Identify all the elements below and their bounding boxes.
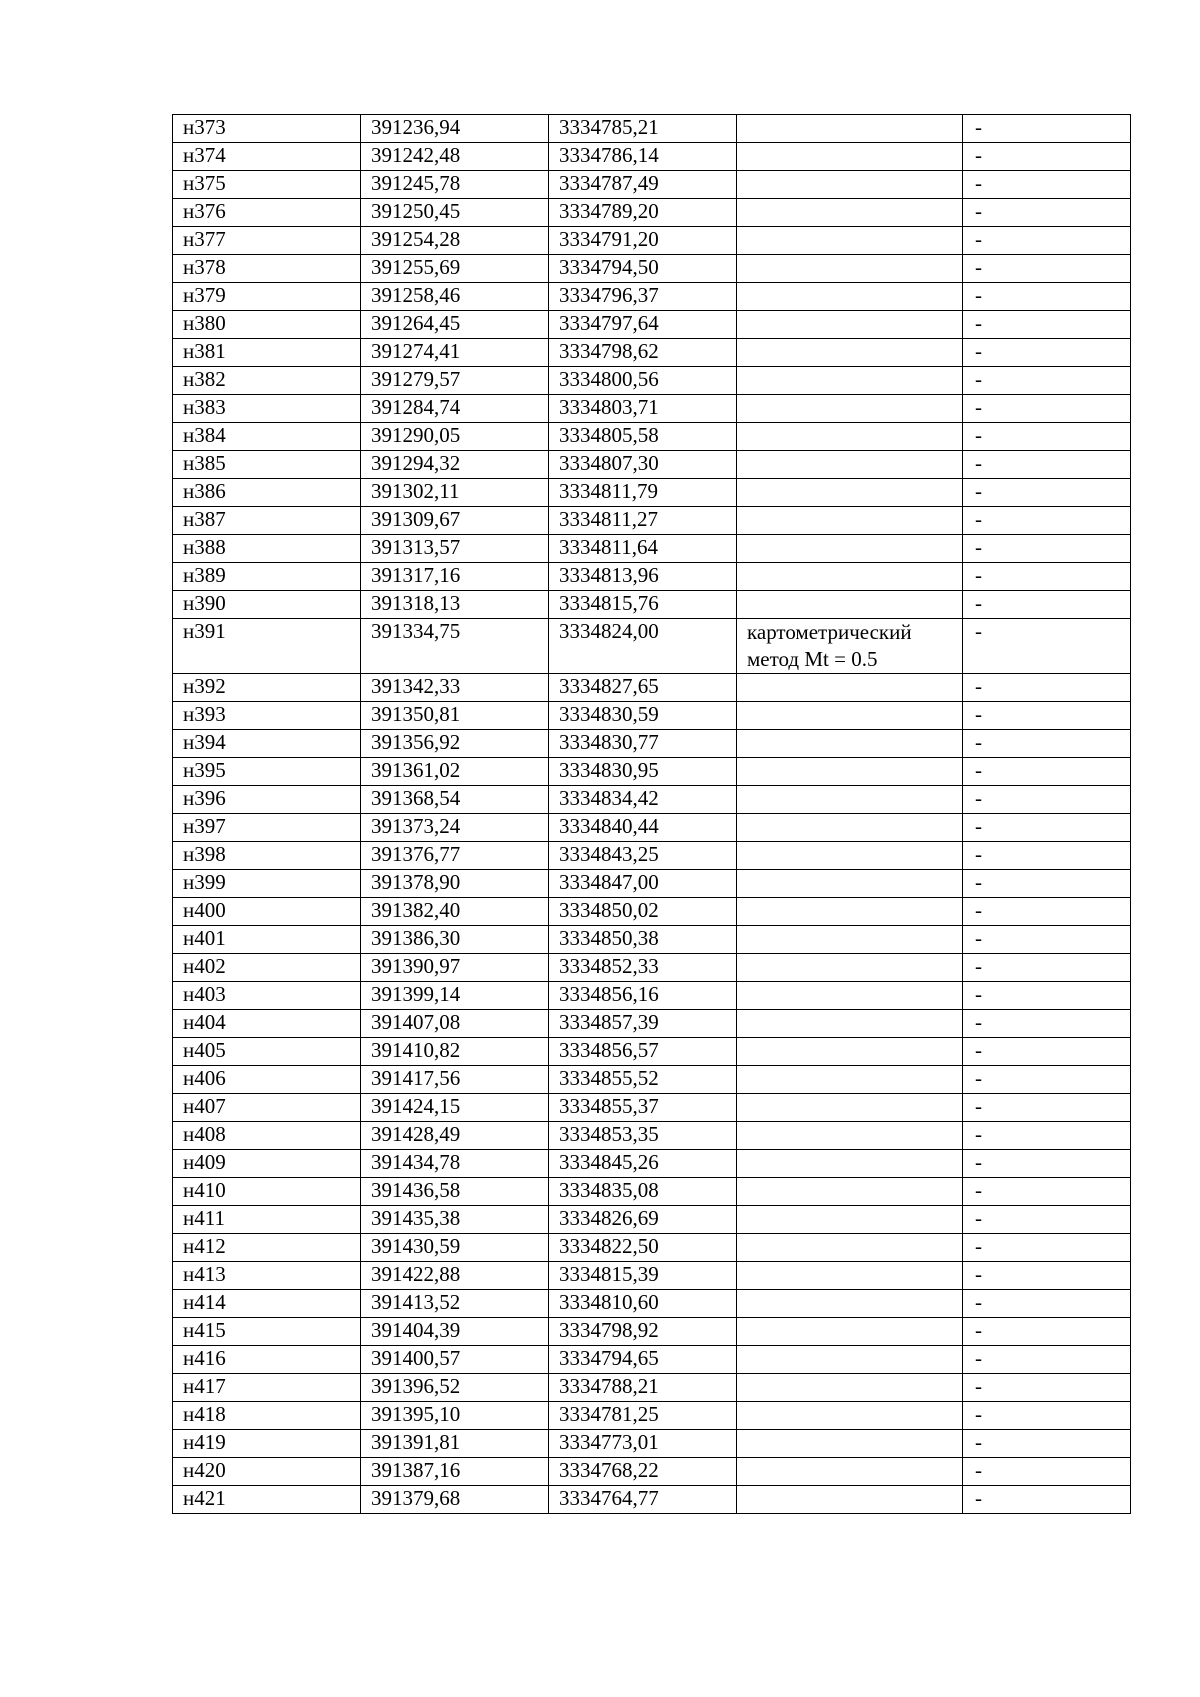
dash-cell: -: [963, 1318, 1131, 1346]
y-coordinate-cell: 3334824,00: [549, 619, 737, 674]
point-id-cell: н381: [173, 339, 361, 367]
point-id-cell: н385: [173, 451, 361, 479]
dash-cell: -: [963, 479, 1131, 507]
y-coordinate-cell: 3334830,95: [549, 758, 737, 786]
dash-cell: -: [963, 702, 1131, 730]
point-id-cell: н401: [173, 926, 361, 954]
dash-cell: -: [963, 255, 1131, 283]
method-note-cell: [737, 563, 963, 591]
table-row: [173, 1150, 1131, 1178]
table-row: [173, 982, 1131, 1010]
method-note-cell: [737, 1262, 963, 1290]
x-coordinate-cell: 391242,48: [361, 143, 549, 171]
method-note-cell: [737, 1402, 963, 1430]
y-coordinate-cell: 3334811,79: [549, 479, 737, 507]
method-note-cell: [737, 898, 963, 926]
table-row: [173, 1010, 1131, 1038]
y-coordinate-cell: 3334845,26: [549, 1150, 737, 1178]
table-row: [173, 870, 1131, 898]
y-coordinate-cell: 3334850,38: [549, 926, 737, 954]
method-note-cell: [737, 1010, 963, 1038]
y-coordinate-cell: 3334786,14: [549, 143, 737, 171]
y-coordinate-cell: 3334856,57: [549, 1038, 737, 1066]
dash-cell: -: [963, 982, 1131, 1010]
x-coordinate-cell: 391382,40: [361, 898, 549, 926]
dash-cell: -: [963, 814, 1131, 842]
method-note-cell: [737, 171, 963, 199]
dash-cell: -: [963, 339, 1131, 367]
table-row: [173, 1234, 1131, 1262]
method-note-cell: [737, 507, 963, 535]
method-note-cell: [737, 814, 963, 842]
point-id-cell: н373: [173, 115, 361, 143]
point-id-cell: н402: [173, 954, 361, 982]
point-id-cell: н384: [173, 423, 361, 451]
table-body: [173, 115, 1131, 1514]
point-id-cell: н387: [173, 507, 361, 535]
x-coordinate-cell: 391430,59: [361, 1234, 549, 1262]
point-id-cell: н374: [173, 143, 361, 171]
table-row: [173, 730, 1131, 758]
dash-cell: -: [963, 1458, 1131, 1486]
point-id-cell: н399: [173, 870, 361, 898]
y-coordinate-cell: 3334781,25: [549, 1402, 737, 1430]
method-note-cell: [737, 395, 963, 423]
table-row: [173, 1066, 1131, 1094]
method-note-cell: картометрический метод Mt = 0.5: [737, 619, 963, 674]
y-coordinate-cell: 3334856,16: [549, 982, 737, 1010]
point-id-cell: н395: [173, 758, 361, 786]
point-id-cell: н421: [173, 1486, 361, 1514]
y-coordinate-cell: 3334787,49: [549, 171, 737, 199]
point-id-cell: н376: [173, 199, 361, 227]
table-row: [173, 898, 1131, 926]
dash-cell: -: [963, 1122, 1131, 1150]
dash-cell: -: [963, 926, 1131, 954]
dash-cell: -: [963, 1234, 1131, 1262]
dash-cell: -: [963, 758, 1131, 786]
x-coordinate-cell: 391436,58: [361, 1178, 549, 1206]
method-note-cell: [737, 283, 963, 311]
method-note-cell: [737, 591, 963, 619]
table-row: [173, 619, 1131, 674]
x-coordinate-cell: 391254,28: [361, 227, 549, 255]
point-id-cell: н396: [173, 786, 361, 814]
x-coordinate-cell: 391290,05: [361, 423, 549, 451]
y-coordinate-cell: 3334798,92: [549, 1318, 737, 1346]
point-id-cell: н397: [173, 814, 361, 842]
table-row: [173, 339, 1131, 367]
y-coordinate-cell: 3334773,01: [549, 1430, 737, 1458]
y-coordinate-cell: 3334798,62: [549, 339, 737, 367]
table-row: [173, 1458, 1131, 1486]
method-note-cell: [737, 339, 963, 367]
point-id-cell: н378: [173, 255, 361, 283]
table-row: [173, 563, 1131, 591]
dash-cell: -: [963, 1066, 1131, 1094]
point-id-cell: н417: [173, 1374, 361, 1402]
dash-cell: -: [963, 507, 1131, 535]
point-id-cell: н391: [173, 619, 361, 674]
dash-cell: -: [963, 1094, 1131, 1122]
method-note-cell: [737, 311, 963, 339]
table-row: [173, 1178, 1131, 1206]
table-row: [173, 1486, 1131, 1514]
table-row: [173, 535, 1131, 563]
table-row: [173, 367, 1131, 395]
y-coordinate-cell: 3334794,50: [549, 255, 737, 283]
dash-cell: -: [963, 535, 1131, 563]
method-note-cell: [737, 926, 963, 954]
y-coordinate-cell: 3334826,69: [549, 1206, 737, 1234]
method-note-cell: [737, 758, 963, 786]
table-row: [173, 199, 1131, 227]
point-id-cell: н392: [173, 674, 361, 702]
point-id-cell: н386: [173, 479, 361, 507]
x-coordinate-cell: 391309,67: [361, 507, 549, 535]
x-coordinate-cell: 391274,41: [361, 339, 549, 367]
coordinates-table: [172, 114, 1131, 1514]
table-row: [173, 423, 1131, 451]
point-id-cell: н400: [173, 898, 361, 926]
table-row: [173, 171, 1131, 199]
method-note-cell: [737, 367, 963, 395]
table-row: [173, 758, 1131, 786]
y-coordinate-cell: 3334768,22: [549, 1458, 737, 1486]
dash-cell: -: [963, 730, 1131, 758]
method-note-cell: [737, 1430, 963, 1458]
y-coordinate-cell: 3334811,64: [549, 535, 737, 563]
y-coordinate-cell: 3334847,00: [549, 870, 737, 898]
x-coordinate-cell: 391368,54: [361, 786, 549, 814]
dash-cell: -: [963, 870, 1131, 898]
method-note-cell: [737, 1486, 963, 1514]
x-coordinate-cell: 391245,78: [361, 171, 549, 199]
table-row: [173, 702, 1131, 730]
x-coordinate-cell: 391407,08: [361, 1010, 549, 1038]
x-coordinate-cell: 391317,16: [361, 563, 549, 591]
y-coordinate-cell: 3334785,21: [549, 115, 737, 143]
point-id-cell: н388: [173, 535, 361, 563]
dash-cell: -: [963, 842, 1131, 870]
method-note-cell: [737, 1066, 963, 1094]
dash-cell: -: [963, 563, 1131, 591]
table-row: [173, 1318, 1131, 1346]
x-coordinate-cell: 391400,57: [361, 1346, 549, 1374]
point-id-cell: н380: [173, 311, 361, 339]
dash-cell: -: [963, 1290, 1131, 1318]
table-row: [173, 1038, 1131, 1066]
x-coordinate-cell: 391294,32: [361, 451, 549, 479]
point-id-cell: н375: [173, 171, 361, 199]
table-row: [173, 1430, 1131, 1458]
method-note-cell: [737, 1150, 963, 1178]
x-coordinate-cell: 391396,52: [361, 1374, 549, 1402]
method-note-cell: [737, 1318, 963, 1346]
table-row: [173, 143, 1131, 171]
y-coordinate-cell: 3334813,96: [549, 563, 737, 591]
dash-cell: -: [963, 395, 1131, 423]
x-coordinate-cell: 391350,81: [361, 702, 549, 730]
method-note-cell: [737, 535, 963, 563]
dash-cell: -: [963, 143, 1131, 171]
table-row: [173, 674, 1131, 702]
method-note-cell: [737, 1458, 963, 1486]
x-coordinate-cell: 391387,16: [361, 1458, 549, 1486]
y-coordinate-cell: 3334791,20: [549, 227, 737, 255]
y-coordinate-cell: 3334827,65: [549, 674, 737, 702]
x-coordinate-cell: 391378,90: [361, 870, 549, 898]
dash-cell: -: [963, 1206, 1131, 1234]
method-note-cell: [737, 451, 963, 479]
y-coordinate-cell: 3334850,02: [549, 898, 737, 926]
table-row: [173, 1122, 1131, 1150]
table-row: [173, 591, 1131, 619]
table-row: [173, 395, 1131, 423]
method-note-cell: [737, 143, 963, 171]
dash-cell: -: [963, 1150, 1131, 1178]
dash-cell: -: [963, 227, 1131, 255]
method-note-cell: [737, 227, 963, 255]
x-coordinate-cell: 391386,30: [361, 926, 549, 954]
x-coordinate-cell: 391361,02: [361, 758, 549, 786]
table-row: [173, 1262, 1131, 1290]
x-coordinate-cell: 391417,56: [361, 1066, 549, 1094]
x-coordinate-cell: 391404,39: [361, 1318, 549, 1346]
y-coordinate-cell: 3334840,44: [549, 814, 737, 842]
table-row: [173, 786, 1131, 814]
y-coordinate-cell: 3334855,37: [549, 1094, 737, 1122]
dash-cell: -: [963, 451, 1131, 479]
x-coordinate-cell: 391434,78: [361, 1150, 549, 1178]
dash-cell: -: [963, 954, 1131, 982]
y-coordinate-cell: 3334853,35: [549, 1122, 737, 1150]
method-note-cell: [737, 1234, 963, 1262]
dash-cell: -: [963, 591, 1131, 619]
method-note-cell: [737, 199, 963, 227]
x-coordinate-cell: 391255,69: [361, 255, 549, 283]
table-row: [173, 1094, 1131, 1122]
table-row: [173, 842, 1131, 870]
y-coordinate-cell: 3334764,77: [549, 1486, 737, 1514]
point-id-cell: н389: [173, 563, 361, 591]
y-coordinate-cell: 3334843,25: [549, 842, 737, 870]
method-note-cell: [737, 423, 963, 451]
method-note-cell: [737, 115, 963, 143]
method-note-cell: [737, 842, 963, 870]
x-coordinate-cell: 391279,57: [361, 367, 549, 395]
x-coordinate-cell: 391250,45: [361, 199, 549, 227]
dash-cell: -: [963, 311, 1131, 339]
x-coordinate-cell: 391356,92: [361, 730, 549, 758]
point-id-cell: н416: [173, 1346, 361, 1374]
method-note-cell: [737, 1290, 963, 1318]
x-coordinate-cell: 391284,74: [361, 395, 549, 423]
table-row: [173, 479, 1131, 507]
point-id-cell: н379: [173, 283, 361, 311]
y-coordinate-cell: 3334810,60: [549, 1290, 737, 1318]
y-coordinate-cell: 3334811,27: [549, 507, 737, 535]
method-note-cell: [737, 730, 963, 758]
point-id-cell: н412: [173, 1234, 361, 1262]
table-row: [173, 1206, 1131, 1234]
point-id-cell: н408: [173, 1122, 361, 1150]
method-note-cell: [737, 1178, 963, 1206]
y-coordinate-cell: 3334834,42: [549, 786, 737, 814]
method-note-cell: [737, 870, 963, 898]
x-coordinate-cell: 391428,49: [361, 1122, 549, 1150]
point-id-cell: н406: [173, 1066, 361, 1094]
method-note-cell: [737, 1094, 963, 1122]
x-coordinate-cell: 391435,38: [361, 1206, 549, 1234]
point-id-cell: н409: [173, 1150, 361, 1178]
x-coordinate-cell: 391391,81: [361, 1430, 549, 1458]
x-coordinate-cell: 391390,97: [361, 954, 549, 982]
point-id-cell: н393: [173, 702, 361, 730]
point-id-cell: н413: [173, 1262, 361, 1290]
x-coordinate-cell: 391399,14: [361, 982, 549, 1010]
table-row: [173, 1402, 1131, 1430]
dash-cell: -: [963, 283, 1131, 311]
table-row: [173, 115, 1131, 143]
x-coordinate-cell: 391318,13: [361, 591, 549, 619]
y-coordinate-cell: 3334805,58: [549, 423, 737, 451]
point-id-cell: н383: [173, 395, 361, 423]
point-id-cell: н403: [173, 982, 361, 1010]
dash-cell: -: [963, 1374, 1131, 1402]
y-coordinate-cell: 3334857,39: [549, 1010, 737, 1038]
table-row: [173, 311, 1131, 339]
x-coordinate-cell: 391264,45: [361, 311, 549, 339]
point-id-cell: н411: [173, 1206, 361, 1234]
dash-cell: -: [963, 199, 1131, 227]
point-id-cell: н404: [173, 1010, 361, 1038]
dash-cell: -: [963, 1038, 1131, 1066]
y-coordinate-cell: 3334852,33: [549, 954, 737, 982]
point-id-cell: н418: [173, 1402, 361, 1430]
dash-cell: -: [963, 1010, 1131, 1038]
point-id-cell: н394: [173, 730, 361, 758]
point-id-cell: н390: [173, 591, 361, 619]
table-row: [173, 507, 1131, 535]
method-note-cell: [737, 1374, 963, 1402]
x-coordinate-cell: 391258,46: [361, 283, 549, 311]
table-row: [173, 1346, 1131, 1374]
x-coordinate-cell: 391422,88: [361, 1262, 549, 1290]
method-note-cell: [737, 1122, 963, 1150]
dash-cell: -: [963, 1346, 1131, 1374]
method-note-cell: [737, 786, 963, 814]
dash-cell: -: [963, 1430, 1131, 1458]
x-coordinate-cell: 391376,77: [361, 842, 549, 870]
x-coordinate-cell: 391342,33: [361, 674, 549, 702]
x-coordinate-cell: 391313,57: [361, 535, 549, 563]
x-coordinate-cell: 391302,11: [361, 479, 549, 507]
point-id-cell: н410: [173, 1178, 361, 1206]
method-note-cell: [737, 255, 963, 283]
table-row: [173, 1290, 1131, 1318]
point-id-cell: н382: [173, 367, 361, 395]
method-note-cell: [737, 1346, 963, 1374]
dash-cell: -: [963, 1178, 1131, 1206]
y-coordinate-cell: 3334788,21: [549, 1374, 737, 1402]
table-row: [173, 451, 1131, 479]
y-coordinate-cell: 3334797,64: [549, 311, 737, 339]
x-coordinate-cell: 391236,94: [361, 115, 549, 143]
y-coordinate-cell: 3334830,77: [549, 730, 737, 758]
table-row: [173, 283, 1131, 311]
x-coordinate-cell: 391334,75: [361, 619, 549, 674]
table-row: [173, 255, 1131, 283]
x-coordinate-cell: 391410,82: [361, 1038, 549, 1066]
point-id-cell: н420: [173, 1458, 361, 1486]
table-row: [173, 954, 1131, 982]
dash-cell: -: [963, 898, 1131, 926]
point-id-cell: н377: [173, 227, 361, 255]
dash-cell: -: [963, 1486, 1131, 1514]
x-coordinate-cell: 391395,10: [361, 1402, 549, 1430]
table-row: [173, 814, 1131, 842]
table-row: [173, 1374, 1131, 1402]
dash-cell: -: [963, 423, 1131, 451]
y-coordinate-cell: 3334830,59: [549, 702, 737, 730]
method-note-cell: [737, 674, 963, 702]
point-id-cell: н407: [173, 1094, 361, 1122]
method-note-cell: [737, 1206, 963, 1234]
method-note-cell: [737, 954, 963, 982]
table-row: [173, 227, 1131, 255]
x-coordinate-cell: 391424,15: [361, 1094, 549, 1122]
dash-cell: -: [963, 1402, 1131, 1430]
y-coordinate-cell: 3334855,52: [549, 1066, 737, 1094]
x-coordinate-cell: 391379,68: [361, 1486, 549, 1514]
method-note-cell: [737, 1038, 963, 1066]
y-coordinate-cell: 3334803,71: [549, 395, 737, 423]
dash-cell: -: [963, 619, 1131, 674]
point-id-cell: н419: [173, 1430, 361, 1458]
x-coordinate-cell: 391373,24: [361, 814, 549, 842]
y-coordinate-cell: 3334794,65: [549, 1346, 737, 1374]
dash-cell: -: [963, 115, 1131, 143]
method-note-cell: [737, 702, 963, 730]
y-coordinate-cell: 3334800,56: [549, 367, 737, 395]
point-id-cell: н414: [173, 1290, 361, 1318]
y-coordinate-cell: 3334807,30: [549, 451, 737, 479]
y-coordinate-cell: 3334835,08: [549, 1178, 737, 1206]
point-id-cell: н398: [173, 842, 361, 870]
dash-cell: -: [963, 674, 1131, 702]
x-coordinate-cell: 391413,52: [361, 1290, 549, 1318]
method-note-cell: [737, 982, 963, 1010]
dash-cell: -: [963, 171, 1131, 199]
y-coordinate-cell: 3334815,76: [549, 591, 737, 619]
y-coordinate-cell: 3334796,37: [549, 283, 737, 311]
y-coordinate-cell: 3334822,50: [549, 1234, 737, 1262]
y-coordinate-cell: 3334789,20: [549, 199, 737, 227]
method-note-cell: [737, 479, 963, 507]
y-coordinate-cell: 3334815,39: [549, 1262, 737, 1290]
dash-cell: -: [963, 367, 1131, 395]
point-id-cell: н405: [173, 1038, 361, 1066]
dash-cell: -: [963, 1262, 1131, 1290]
dash-cell: -: [963, 786, 1131, 814]
point-id-cell: н415: [173, 1318, 361, 1346]
table-row: [173, 926, 1131, 954]
